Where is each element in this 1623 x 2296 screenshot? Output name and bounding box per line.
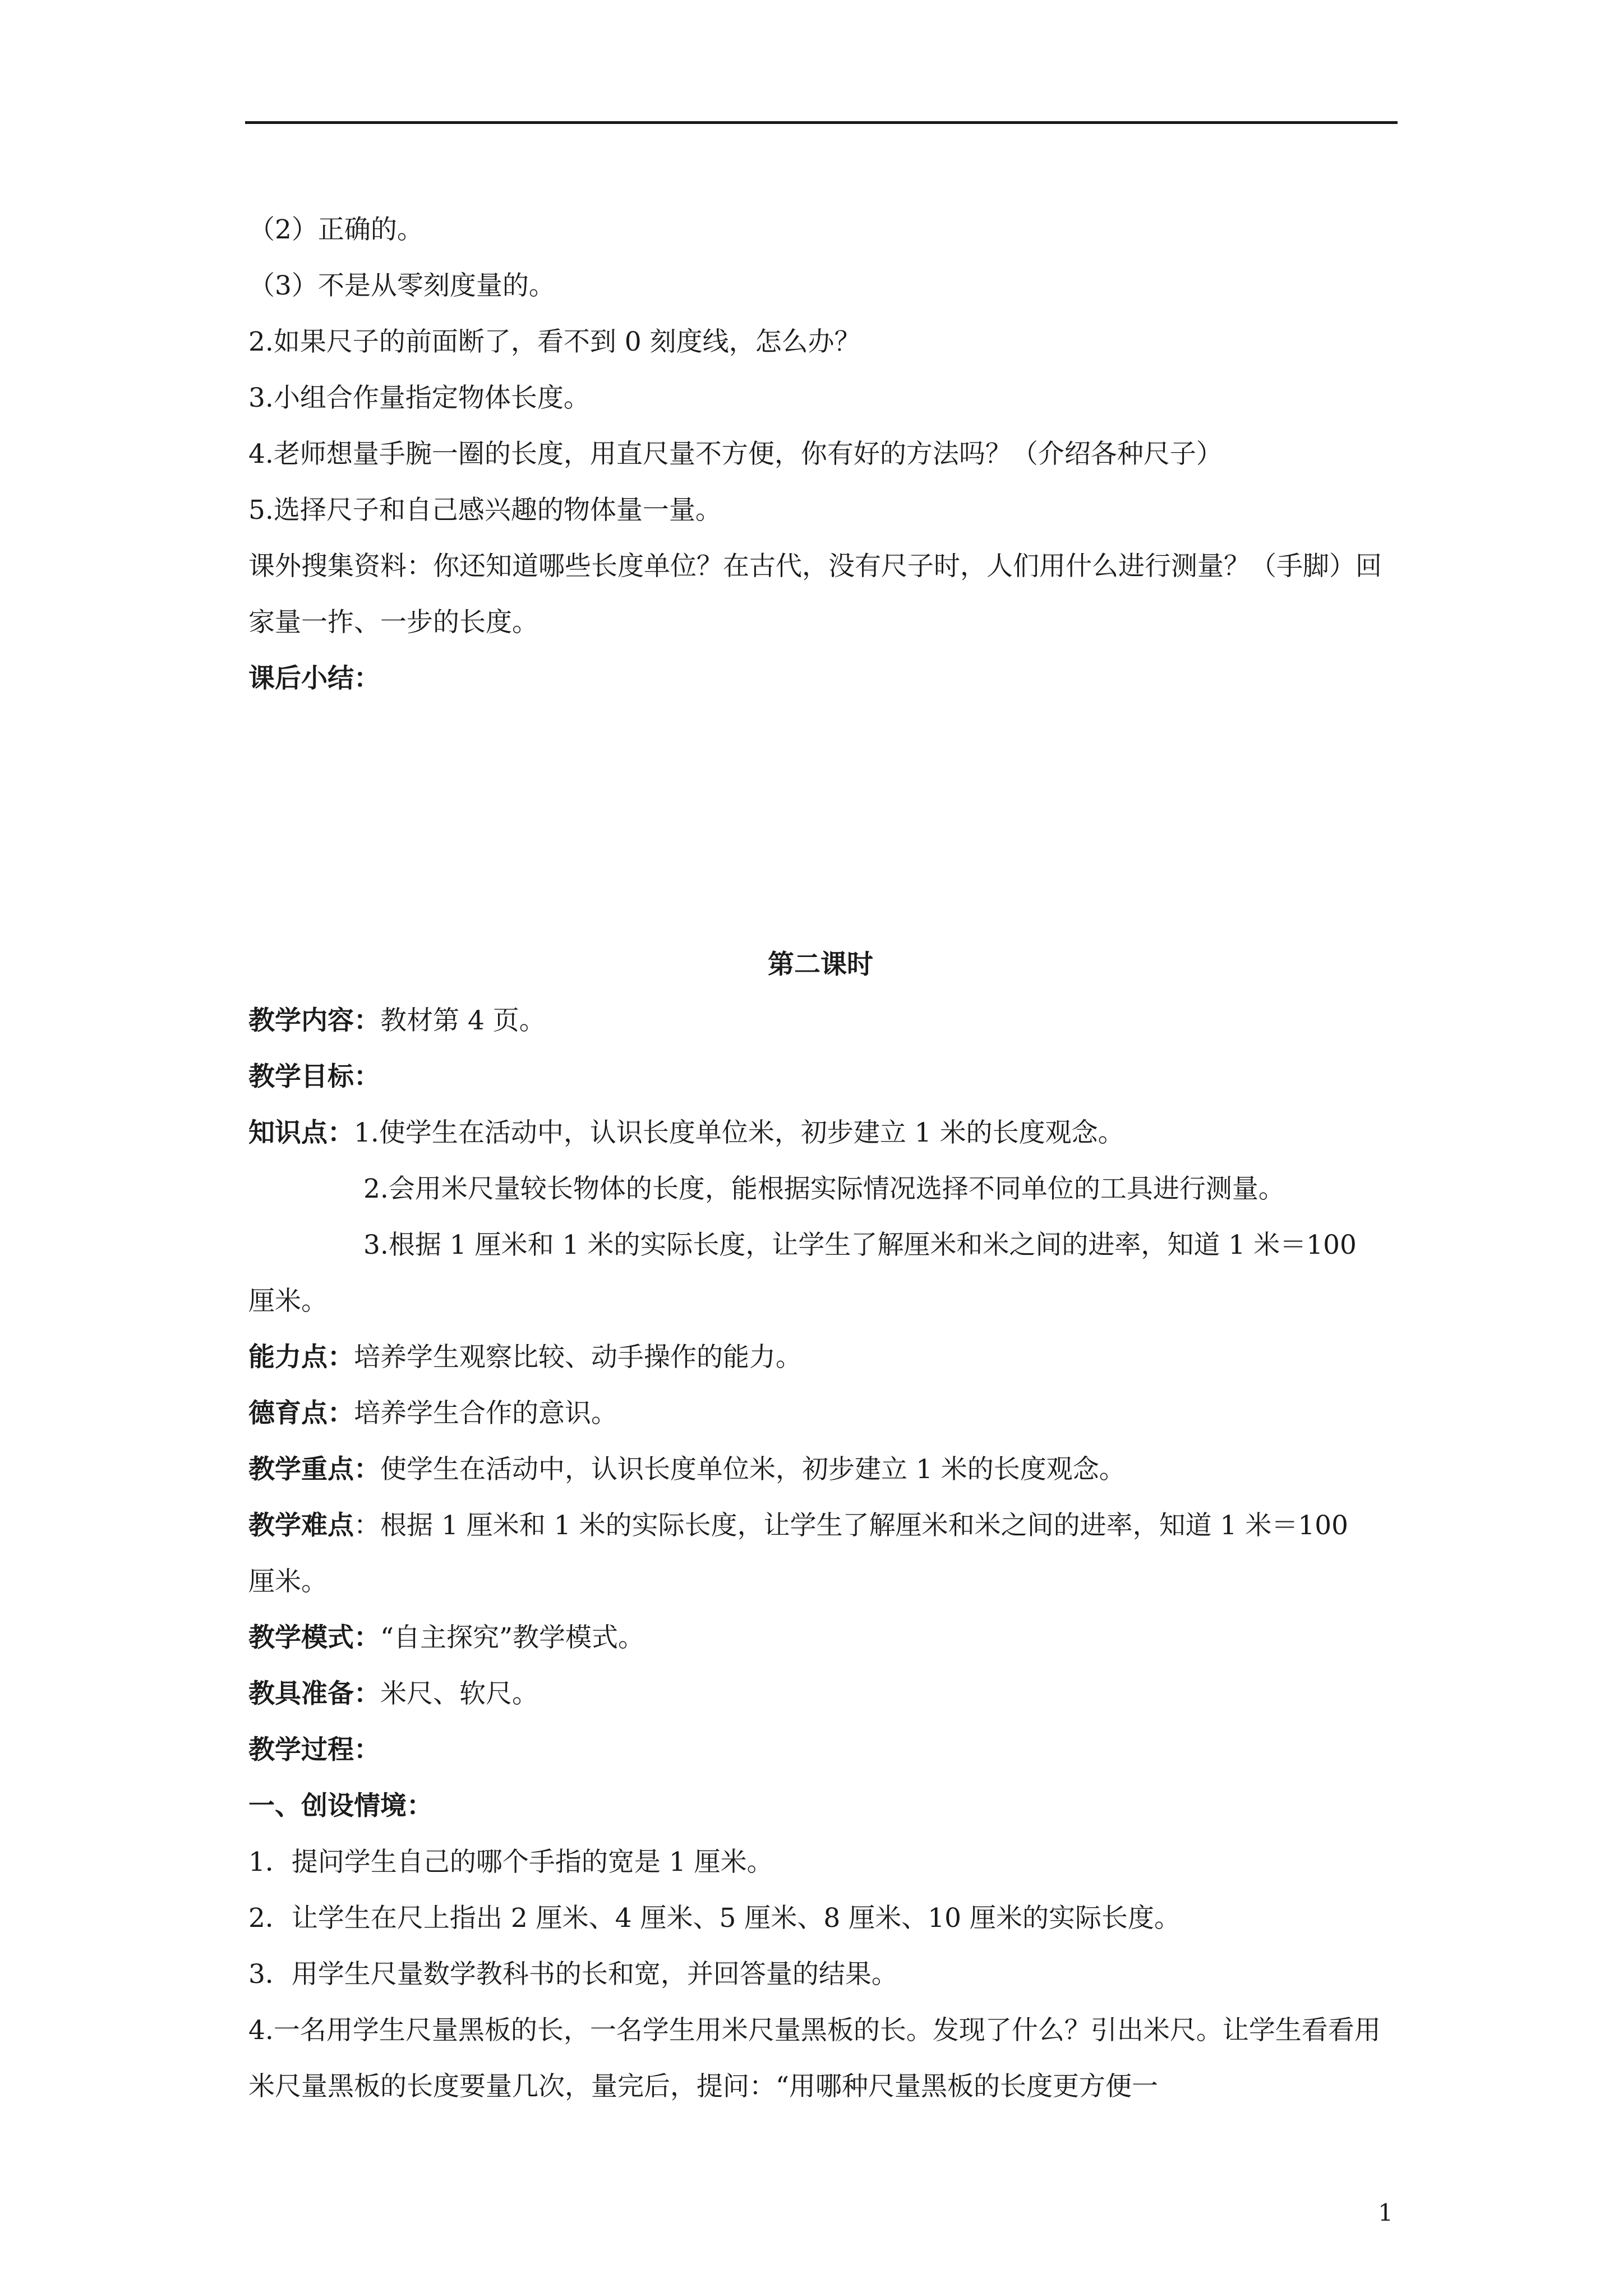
moral-label: 德育点：	[248, 1398, 354, 1429]
difficulty-continued: 厘米。	[248, 1566, 328, 1597]
knowledge-item-3: 3.根据 1 厘米和 1 米的实际长度，让学生了解厘米和米之间的进率，知道 1 米＝100	[363, 1230, 1357, 1260]
answer-item-3: （3）不是从零刻度量的。	[248, 270, 555, 301]
key-point	[248, 1442, 1393, 1498]
ability-label: 能力点：	[248, 1342, 354, 1373]
teaching-mode	[248, 1610, 1393, 1666]
moral-value: 培养学生合作的意识。	[354, 1398, 617, 1429]
difficulty-label: 教学难点	[248, 1510, 354, 1541]
moral-point	[248, 1386, 1393, 1442]
mode-label: 教学模式：	[248, 1622, 380, 1653]
question-4: 4.老师想量手腕一圈的长度，用直尺量不方便，你有好的方法吗？（介绍各种尺子）	[248, 439, 1223, 470]
header-rule	[245, 121, 1398, 124]
knowledge-item-2: 2.会用米尺量较长物体的长度，能根据实际情况选择不同单位的工具进行测量。	[363, 1174, 1285, 1204]
section-spacer	[248, 707, 1393, 937]
key-label: 教学重点：	[248, 1454, 380, 1485]
summary-label: 课后小结：	[248, 663, 380, 694]
step-2: 2．让学生在尺上指出 2 厘米、4 厘米、5 厘米、8 厘米、10 厘米的实际长度。	[248, 1903, 1181, 1934]
step-3: 3．用学生尺量数学教科书的长和宽，并回答量的结果。	[248, 1959, 898, 1990]
teaching-goals-label: 教学目标：	[248, 1061, 380, 1092]
knowledge-item-1: 1.使学生在活动中，认识长度单位米，初步建立 1 米的长度观念。	[354, 1117, 1124, 1148]
question-2: 2.如果尺子的前面断了，看不到 0 刻度线，怎么办？	[248, 326, 861, 357]
mode-value: “自主探究”教学模式。	[380, 1622, 645, 1653]
step-1: 1．提问学生自己的哪个手指的宽是 1 厘米。	[248, 1847, 773, 1878]
teaching-tools	[248, 1666, 1393, 1722]
difficulty-value: ：根据 1 厘米和 1 米的实际长度，让学生了解厘米和米之间的进率，知道 1 米＝100	[354, 1510, 1349, 1541]
ability-point	[248, 1329, 1393, 1386]
teaching-content-label: 教学内容：	[248, 1005, 380, 1036]
teaching-content-value: 教材第 4 页。	[380, 1005, 546, 1036]
key-value: 使学生在活动中，认识长度单位米，初步建立 1 米的长度观念。	[380, 1454, 1126, 1485]
knowledge-point	[248, 1105, 1393, 1161]
knowledge-item-3-continued: 厘米。	[248, 1286, 328, 1317]
teaching-content	[248, 993, 1393, 1049]
question-5: 5.选择尺子和自己感兴趣的物体量一量。	[248, 495, 722, 526]
difficulty-point	[248, 1498, 1393, 1554]
step-4: 4.一名用学生尺量黑板的长，一名学生用米尺量黑板的长。发现了什么？引出米尺。让学生看看用米尺量黑板的长度要量几次，量完后，提问：“用哪种尺量黑板的长度更方便一	[248, 2015, 1381, 2102]
process-label: 教学过程：	[248, 1734, 380, 1765]
tools-value: 米尺、软尺。	[380, 1678, 538, 1709]
extra-activity: 课外搜集资料：你还知道哪些长度单位？在古代，没有尺子时，人们用什么进行测量？（手脚）回家量一拃、一步的长度。	[248, 551, 1382, 638]
page-number: 1	[1378, 2199, 1393, 2226]
lesson-title: 第二课时	[768, 949, 873, 980]
answer-item-2: （2）正确的。	[248, 214, 423, 245]
section-1-label: 一、创设情境：	[248, 1791, 433, 1821]
tools-label: 教具准备：	[248, 1678, 380, 1709]
ability-value: 培养学生观察比较、动手操作的能力。	[354, 1342, 802, 1373]
knowledge-label: 知识点：	[248, 1117, 354, 1148]
document-body	[248, 202, 1393, 2115]
question-3: 3.小组合作量指定物体长度。	[248, 383, 590, 413]
